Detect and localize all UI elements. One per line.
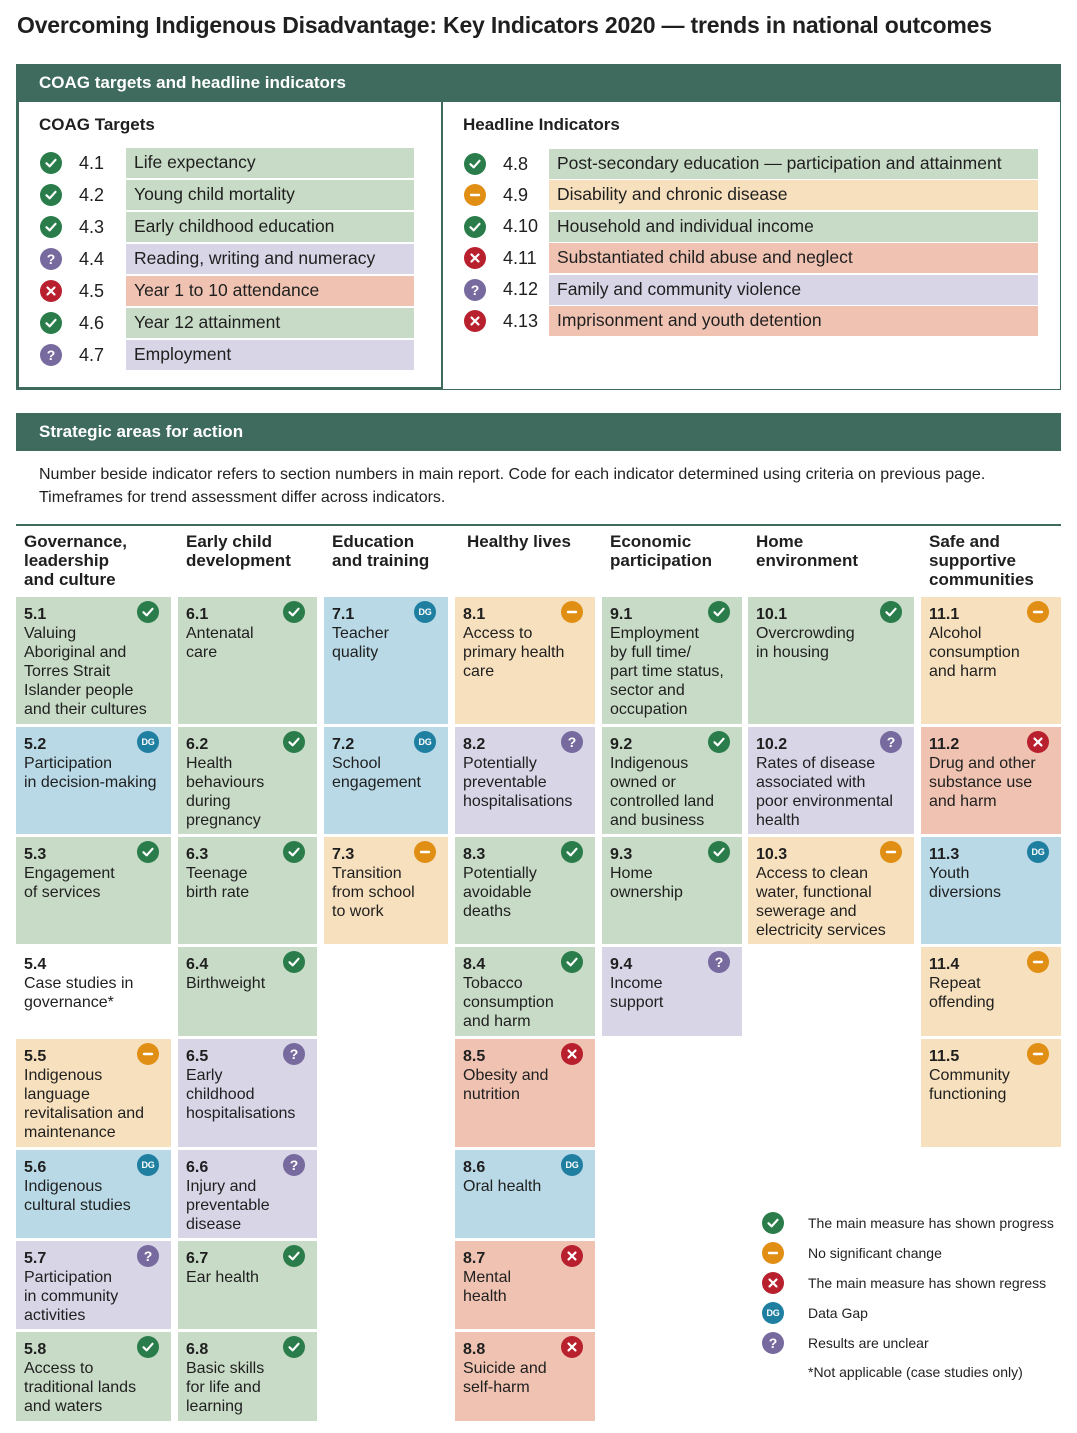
indicator-number: 4.11 xyxy=(503,247,537,268)
legend-item xyxy=(762,1332,929,1354)
indicator-text: Repeat offending xyxy=(929,975,995,1011)
indicator-number: 10.3 xyxy=(756,846,788,863)
strategic-note-line-1: Number beside indicator refers to section numbers in main report. Code for each indicator determined using criteria on previous page. xyxy=(39,466,986,483)
indicator-text: Income support xyxy=(610,975,664,1011)
strategic-note-line-2: Timeframes for trend assessment differ across indicators. xyxy=(39,489,446,506)
indicator-label: Young child mortality xyxy=(126,180,414,210)
data-gap-icon: DG xyxy=(137,731,159,753)
indicator-cell xyxy=(16,1039,171,1147)
indicator-text: Basic skills for life and learning xyxy=(186,1360,265,1415)
headline-indicator-row xyxy=(464,212,1038,242)
check-icon xyxy=(464,216,486,238)
cross-icon xyxy=(464,310,486,332)
check-icon xyxy=(880,601,902,623)
indicator-number: 7.2 xyxy=(332,736,355,753)
question-icon: ? xyxy=(708,951,730,973)
indicator-text: Drug and other substance use and harm xyxy=(929,755,1036,810)
indicator-text: Teenage birth rate xyxy=(186,865,250,901)
indicator-cell xyxy=(602,947,742,1036)
indicator-text: Indigenous cultural studies xyxy=(24,1178,131,1214)
indicator-label: Reading, writing and numeracy xyxy=(126,244,414,274)
column-heading: Healthy lives xyxy=(467,532,571,551)
strategic-note xyxy=(39,463,985,509)
indicator-text: Access to traditional lands and waters xyxy=(24,1360,137,1415)
indicator-number: 11.2 xyxy=(929,736,960,753)
question-icon: ? xyxy=(40,344,62,366)
indicator-text: Participation in decision-making xyxy=(24,755,157,791)
indicator-number: 4.5 xyxy=(79,280,105,301)
indicator-text: Indigenous language revitalisation and maintenance xyxy=(24,1067,145,1141)
indicator-number: 6.6 xyxy=(186,1159,209,1176)
indicator-number: 4.1 xyxy=(79,152,105,173)
check-icon xyxy=(283,1336,305,1358)
question-icon: ? xyxy=(880,731,902,753)
indicator-cell xyxy=(748,727,914,834)
indicator-number: 5.3 xyxy=(24,846,47,863)
coag-target-row xyxy=(40,212,414,242)
coag-targets-title: COAG Targets xyxy=(39,115,155,134)
indicator-number: 8.1 xyxy=(463,606,486,623)
cross-icon xyxy=(40,280,62,302)
legend-item xyxy=(762,1212,1054,1234)
page-title: Overcoming Indigenous Disadvantage: Key Indicators 2020 — trends in national outcomes xyxy=(17,12,992,38)
indicator-label: Disability and chronic disease xyxy=(549,180,1038,210)
cross-icon xyxy=(561,1336,583,1358)
cross-icon xyxy=(464,247,486,269)
dash-icon xyxy=(1027,1043,1049,1065)
indicator-number: 9.4 xyxy=(610,956,633,973)
indicator-text: Oral health xyxy=(463,1178,542,1195)
indicator-label: Year 12 attainment xyxy=(126,308,414,338)
indicator-number: 5.5 xyxy=(24,1048,47,1065)
indicator-text: Early childhood hospitalisations xyxy=(186,1067,296,1122)
indicator-cell xyxy=(178,1241,317,1329)
indicator-number: 8.4 xyxy=(463,956,486,973)
strategic-divider xyxy=(16,524,1061,526)
indicator-cell xyxy=(16,1150,171,1238)
indicator-text: Employment by full time/ part time status, sector and occupation xyxy=(610,625,724,718)
check-icon xyxy=(40,216,62,238)
indicator-text: Suicide and self-harm xyxy=(463,1360,547,1396)
indicator-text: Youth diversions xyxy=(929,865,1002,901)
indicator-number: 10.1 xyxy=(756,606,788,623)
legend-item xyxy=(762,1272,1046,1294)
indicator-cell xyxy=(921,947,1061,1036)
coag-target-row xyxy=(40,308,414,338)
indicator-number: 5.7 xyxy=(24,1250,47,1267)
coag-target-row xyxy=(40,180,414,210)
indicator-label: Employment xyxy=(126,340,414,370)
coag-banner: COAG targets and headline indicators xyxy=(16,64,1061,102)
indicator-cell xyxy=(455,1039,595,1147)
check-icon xyxy=(283,951,305,973)
indicator-cell xyxy=(455,1241,595,1329)
indicator-text: Alcohol consumption and harm xyxy=(929,625,1020,680)
indicator-label: Post-secondary education — participation and attainment xyxy=(549,149,1038,179)
question-icon: ? xyxy=(283,1043,305,1065)
question-icon: ? xyxy=(283,1154,305,1176)
indicator-number: 5.6 xyxy=(24,1159,47,1176)
legend-label: Results are unclear xyxy=(808,1335,929,1351)
indicator-number: 6.3 xyxy=(186,846,209,863)
indicator-cell xyxy=(455,1150,595,1238)
indicator-cell xyxy=(455,837,595,944)
dash-icon xyxy=(414,841,436,863)
indicator-number: 5.1 xyxy=(24,606,47,623)
indicator-cell xyxy=(16,597,171,724)
indicator-label: Household and individual income xyxy=(549,212,1038,242)
indicator-label: Imprisonment and youth detention xyxy=(549,306,1038,336)
cross-icon xyxy=(762,1272,784,1294)
indicator-cell xyxy=(178,1332,317,1421)
check-icon xyxy=(561,841,583,863)
indicator-label: Substantiated child abuse and neglect xyxy=(549,243,1038,273)
indicator-cell xyxy=(178,727,317,834)
indicator-number: 4.6 xyxy=(79,312,105,333)
indicator-number: 8.2 xyxy=(463,736,486,753)
indicator-number: 6.7 xyxy=(186,1250,209,1267)
indicator-text: Potentially preventable hospitalisations xyxy=(463,755,573,810)
indicator-number: 8.7 xyxy=(463,1250,486,1267)
indicator-text: Ear health xyxy=(186,1269,259,1286)
indicator-cell xyxy=(16,837,171,944)
indicator-cell xyxy=(921,727,1061,834)
indicator-cell xyxy=(602,727,742,834)
indicator-number: 8.6 xyxy=(463,1159,486,1176)
indicator-cell xyxy=(748,597,914,724)
check-icon xyxy=(283,1245,305,1267)
data-gap-icon: DG xyxy=(561,1154,583,1176)
indicator-number: 9.2 xyxy=(610,736,633,753)
indicator-cell xyxy=(16,1241,171,1329)
check-icon xyxy=(137,1336,159,1358)
dash-icon xyxy=(561,601,583,623)
indicator-text: Potentially avoidable deaths xyxy=(463,865,537,920)
check-icon xyxy=(283,731,305,753)
indicator-number: 4.4 xyxy=(79,248,105,269)
coag-target-row xyxy=(40,244,414,274)
indicator-cell xyxy=(16,947,171,1036)
indicator-number: 4.9 xyxy=(503,184,529,205)
check-icon xyxy=(283,841,305,863)
indicator-number: 4.13 xyxy=(503,310,539,331)
headline-indicator-row xyxy=(464,180,1038,210)
indicator-number: 4.2 xyxy=(79,184,105,205)
dash-icon xyxy=(880,841,902,863)
indicator-number: 11.4 xyxy=(929,956,960,973)
indicator-number: 6.1 xyxy=(186,606,209,623)
indicator-number: 6.2 xyxy=(186,736,209,753)
indicator-number: 11.1 xyxy=(929,606,960,623)
dash-icon xyxy=(1027,601,1049,623)
dash-icon xyxy=(464,184,486,206)
legend-note: *Not applicable (case studies only) xyxy=(808,1364,1023,1380)
coag-target-row xyxy=(40,276,414,306)
indicator-cell xyxy=(324,837,448,944)
check-icon xyxy=(137,841,159,863)
indicator-text: Indigenous owned or controlled land and business xyxy=(610,755,715,829)
data-gap-icon: DG xyxy=(414,601,436,623)
indicator-cell xyxy=(178,947,317,1036)
indicator-text: Mental health xyxy=(463,1269,512,1305)
indicator-text: Case studies in governance* xyxy=(24,975,134,1011)
indicator-label: Family and community violence xyxy=(549,275,1038,305)
data-gap-icon: DG xyxy=(414,731,436,753)
strategic-banner: Strategic areas for action xyxy=(16,413,1061,451)
coag-target-row xyxy=(40,148,414,178)
check-icon xyxy=(464,153,486,175)
indicator-text: Obesity and nutrition xyxy=(463,1067,549,1103)
indicator-text: Participation in community activities xyxy=(24,1269,119,1324)
indicator-cell xyxy=(324,727,448,834)
headline-indicator-row xyxy=(464,149,1038,179)
check-icon xyxy=(283,601,305,623)
indicator-text: Valuing Aboriginal and Torres Strait Islander people and their cultures xyxy=(24,625,147,718)
data-gap-icon: DG xyxy=(1027,841,1049,863)
indicator-cell xyxy=(178,837,317,944)
indicator-cell xyxy=(178,1150,317,1238)
legend-item xyxy=(762,1242,942,1264)
indicator-label: Year 1 to 10 attendance xyxy=(126,276,414,306)
indicator-number: 6.8 xyxy=(186,1341,209,1358)
indicator-cell xyxy=(921,1039,1061,1147)
cross-icon xyxy=(1027,731,1049,753)
indicator-number: 7.1 xyxy=(332,606,355,623)
indicator-text: Community functioning xyxy=(929,1067,1010,1103)
check-icon xyxy=(762,1212,784,1234)
cross-icon xyxy=(561,1245,583,1267)
question-icon: ? xyxy=(762,1332,784,1354)
indicator-label: Early childhood education xyxy=(126,212,414,242)
indicator-cell xyxy=(602,597,742,724)
indicator-number: 10.2 xyxy=(756,736,788,753)
indicator-text: Transition from school to work xyxy=(332,865,415,920)
indicator-label: Life expectancy xyxy=(126,148,414,178)
column-heading: Education and training xyxy=(332,532,430,570)
check-icon xyxy=(561,951,583,973)
indicator-cell xyxy=(455,597,595,724)
indicator-cell xyxy=(16,727,171,834)
indicator-text: Birthweight xyxy=(186,975,266,992)
indicator-number: 8.3 xyxy=(463,846,486,863)
legend-label: The main measure has shown regress xyxy=(808,1275,1047,1291)
headline-indicator-row xyxy=(464,243,1038,273)
indicator-number: 4.7 xyxy=(79,344,105,365)
column-heading: Governance, leadership and culture xyxy=(24,532,127,589)
indicator-cell xyxy=(921,597,1061,724)
question-icon: ? xyxy=(40,248,62,270)
indicator-number: 5.2 xyxy=(24,736,47,753)
indicator-text: Antenatal care xyxy=(186,625,254,661)
data-gap-icon: DG xyxy=(762,1302,784,1324)
indicator-cell xyxy=(324,597,448,724)
indicator-text: Injury and preventable disease xyxy=(186,1178,270,1233)
check-icon xyxy=(40,152,62,174)
question-icon: ? xyxy=(561,731,583,753)
indicator-number: 7.3 xyxy=(332,846,355,863)
indicator-text: Teacher quality xyxy=(332,625,389,661)
indicator-number: 4.10 xyxy=(503,216,539,237)
column-heading: Economic participation xyxy=(610,532,713,570)
indicator-cell xyxy=(921,837,1061,944)
indicator-number: 4.12 xyxy=(503,279,539,300)
indicator-number: 8.5 xyxy=(463,1048,486,1065)
legend-label: The main measure has shown progress xyxy=(808,1215,1054,1231)
check-icon xyxy=(708,841,730,863)
dash-icon xyxy=(1027,951,1049,973)
indicator-cell xyxy=(455,947,595,1036)
dash-icon xyxy=(137,1043,159,1065)
data-gap-icon: DG xyxy=(137,1154,159,1176)
indicator-number: 9.1 xyxy=(610,606,633,623)
indicator-cell xyxy=(178,597,317,724)
indicator-number: 4.8 xyxy=(503,153,529,174)
question-icon: ? xyxy=(464,279,486,301)
indicator-text: Access to primary health care xyxy=(463,625,565,680)
indicator-number: 5.8 xyxy=(24,1341,47,1358)
legend-label: Data Gap xyxy=(808,1305,868,1321)
legend-label: No significant change xyxy=(808,1245,942,1261)
indicator-number: 8.8 xyxy=(463,1341,486,1358)
indicator-cell xyxy=(178,1039,317,1147)
indicator-number: 11.5 xyxy=(929,1048,960,1065)
check-icon xyxy=(708,731,730,753)
indicator-number: 9.3 xyxy=(610,846,633,863)
indicator-text: Rates of disease associated with poor environmental health xyxy=(756,755,893,829)
question-icon: ? xyxy=(137,1245,159,1267)
indicator-text: Access to clean water, functional sewerage and electricity services xyxy=(756,865,886,939)
indicator-text: School engagement xyxy=(332,755,421,791)
indicator-text: Engagement of services xyxy=(24,865,115,901)
indicator-text: Home ownership xyxy=(610,865,683,901)
indicator-text: Overcrowding in housing xyxy=(756,625,855,661)
legend-item xyxy=(762,1302,868,1324)
cross-icon xyxy=(561,1043,583,1065)
headline-indicator-row xyxy=(464,275,1038,305)
check-icon xyxy=(137,601,159,623)
indicator-text: Health behaviours during pregnancy xyxy=(186,755,265,829)
check-icon xyxy=(708,601,730,623)
check-icon xyxy=(40,184,62,206)
check-icon xyxy=(40,312,62,334)
indicator-number: 4.3 xyxy=(79,216,105,237)
indicator-number: 6.5 xyxy=(186,1048,209,1065)
indicator-number: 5.4 xyxy=(24,956,47,973)
indicator-cell xyxy=(455,727,595,834)
indicator-cell xyxy=(602,837,742,944)
indicator-number: 6.4 xyxy=(186,956,209,973)
headline-indicator-row xyxy=(464,306,1038,336)
indicator-number: 11.3 xyxy=(929,846,960,863)
indicator-cell xyxy=(455,1332,595,1421)
indicator-cell xyxy=(748,837,914,944)
column-heading: Early child development xyxy=(186,532,291,570)
indicator-cell xyxy=(16,1332,171,1421)
coag-target-row xyxy=(40,340,414,370)
dash-icon xyxy=(762,1242,784,1264)
headline-indicators-title: Headline Indicators xyxy=(463,115,620,134)
column-heading: Home environment xyxy=(756,532,859,570)
indicator-text: Tobacco consumption and harm xyxy=(463,975,554,1030)
column-heading: Safe and supportive communities xyxy=(929,532,1034,589)
